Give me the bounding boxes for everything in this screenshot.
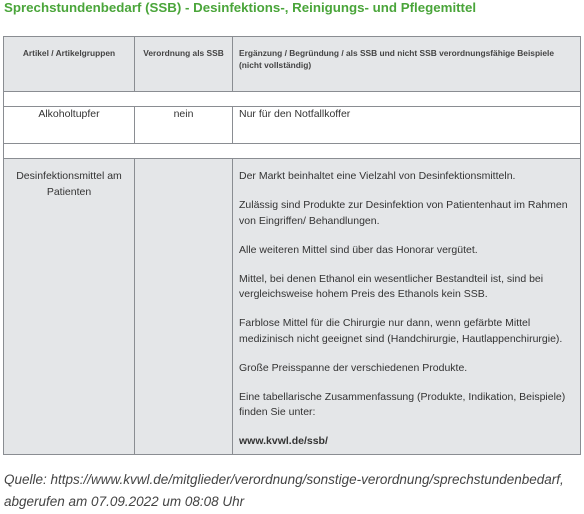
cell-ergaenzung [233, 159, 581, 455]
ergaenzung-paragraph: Eine tabellarische Zusammenfassung (Produkte, Indikation, Beispiele) finden Sie unter: [239, 390, 566, 418]
row-spacer [4, 92, 581, 107]
document-title: Sprechstundenbedarf (SSB) - Desinfektions-, Reinigungs- und Pflegemittel [4, 0, 477, 15]
ergaenzung-paragraph: Mittel, bei denen Ethanol ein wesentlicher Bestandteil ist, sind bei vergleichsweise hohem Preis des Ethanols kein SSB. [239, 272, 544, 300]
ergaenzung-paragraph: Farblose Mittel für die Chirurgie nur dann, wenn gefärbte Mittel medizinisch nicht geeignet sind (Handchirurgie, Hautlappenchirurgie). [239, 317, 563, 345]
row-spacer [4, 144, 581, 159]
header-verordnung: Verordnung als SSB [135, 37, 233, 92]
ergaenzung-paragraph: Große Preisspanne der verschiedenen Produkte. [239, 361, 468, 374]
table-header-row [4, 37, 581, 92]
cell-verordnung [135, 159, 233, 455]
ergaenzung-paragraph: Der Markt beinhaltet eine Vielzahl von Desinfektionsmitteln. [239, 170, 516, 182]
header-artikel: Artikel / Artikelgruppen [4, 37, 135, 92]
ssb-table [3, 36, 581, 455]
cell-artikel: Alkoholtupfer [4, 107, 135, 144]
ergaenzung-paragraph: Zulässig sind Produkte zur Desinfektion von Patientenhaut im Rahmen von Eingriffen/ Behandlungen. [239, 199, 568, 227]
ssb-link[interactable]: www.kvwl.de/ssb/ [239, 435, 328, 447]
cell-verordnung: nein [135, 107, 233, 144]
cell-artikel: Desinfektionsmittel am Patienten [4, 159, 135, 455]
cell-ergaenzung: Nur für den Notfallkoffer [233, 107, 581, 144]
table-row [4, 107, 581, 144]
source-caption: Quelle: https://www.kvwl.de/mitglieder/verordnung/sonstige-verordnung/sprechstundenbedarf, abgerufen am 07.09.2022 um 08:08 Uhr [4, 472, 564, 509]
ergaenzung-paragraph: Alle weiteren Mittel sind über das Honorar vergütet. [239, 243, 478, 256]
header-ergaenzung: Ergänzung / Begründung / als SSB und nicht SSB verordnungsfähige Beispiele (nicht vollständig) [233, 37, 581, 92]
table-row [4, 159, 581, 455]
